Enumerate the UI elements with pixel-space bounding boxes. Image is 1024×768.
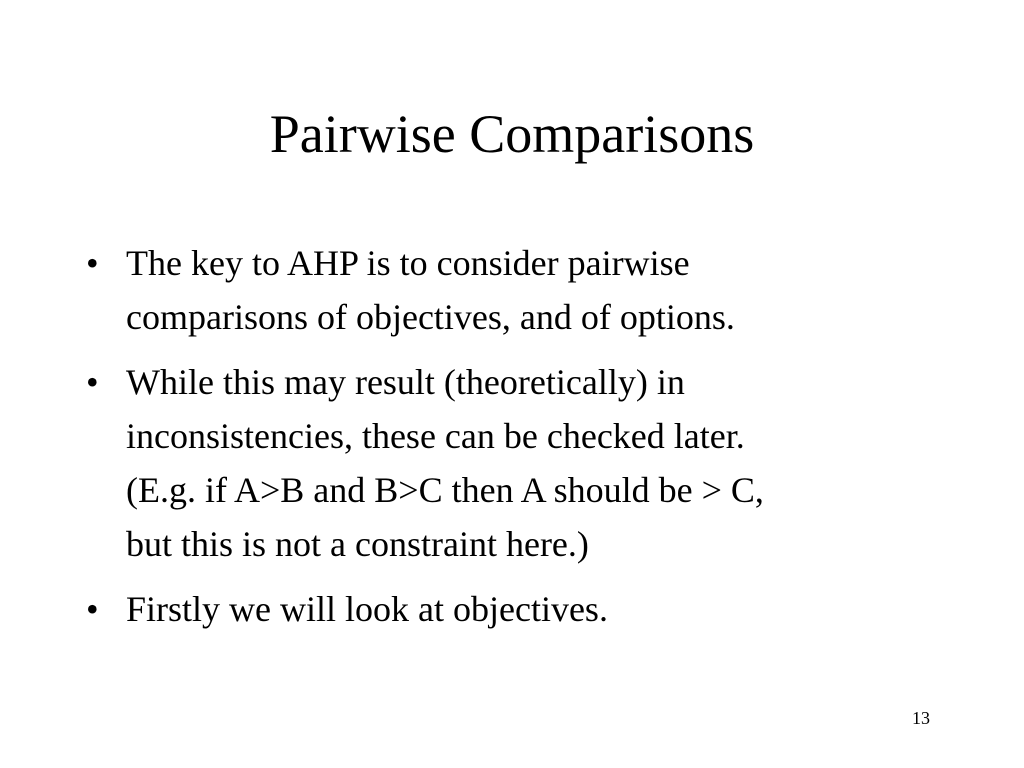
page-number: 13 — [912, 708, 930, 728]
bullet-line: comparisons of objectives, and of options. — [126, 297, 735, 337]
bullet-line: Firstly we will look at objectives. — [126, 589, 608, 629]
bullet-line: (E.g. if A>B and B>C then A should be > C, — [126, 470, 764, 510]
bullet-line: The key to AHP is to consider pairwise — [126, 243, 690, 283]
bullet-list — [86, 236, 966, 647]
bullet-item — [86, 582, 966, 636]
bullet-item — [86, 355, 966, 571]
bullet-icon: • — [86, 362, 99, 402]
bullet-item — [86, 236, 966, 344]
bullet-line: but this is not a constraint here.) — [126, 524, 589, 564]
bullet-icon: • — [86, 589, 99, 629]
bullet-line: inconsistencies, these can be checked later. — [126, 416, 745, 456]
bullet-line: While this may result (theoretically) in — [126, 362, 685, 402]
slide-title: Pairwise Comparisons — [269, 104, 755, 164]
bullet-icon: • — [86, 243, 99, 283]
